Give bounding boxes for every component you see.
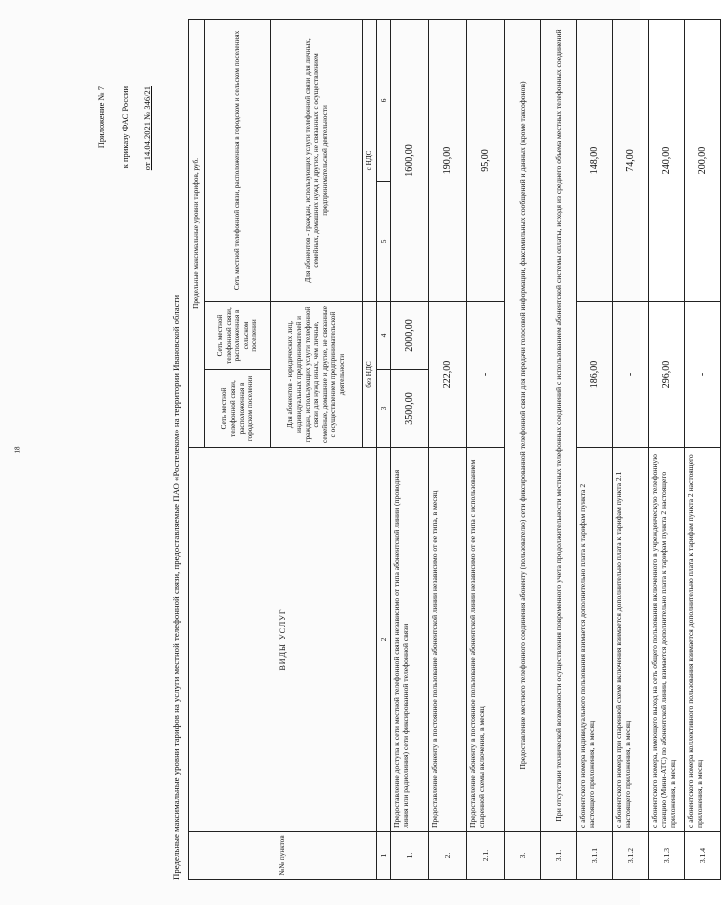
row-value: 3500,00 (391, 370, 429, 448)
row-text: с абонентского номера коллективного пользования взимается дополнительно плата к тарифам пункта 2 настоящего приложения, в месяц (685, 448, 721, 832)
table-row (577, 19, 613, 879)
row-number: 3.1.3 (649, 832, 685, 880)
row-number: 2. (429, 832, 467, 880)
header-legal: Для абонентов - юридических лиц, индивидуальных предпринимателей и граждан, использующих услуги телефонной связи для нужд иных, чем личные, семейные, домашние и другие, не связанные с осуществлением предпринимательской деятельности (271, 302, 363, 448)
col-number-6: 6 (377, 19, 391, 181)
row-number: 3.1. (541, 832, 577, 880)
row-text: с абонентского номера, имеющего выход на сеть общего пользования включенного в учрежденческую телефонную станцию (Мини-АТС) по абонентской линии, взимается дополнительно плата к тарифам пункта 2 настоящего приложения, в месяц (649, 448, 685, 832)
row-number: 3.1.4 (685, 832, 721, 880)
row-value: 190,00 (429, 19, 467, 301)
row-value: - (467, 302, 505, 448)
header-num: №№ пунктов (189, 832, 377, 880)
row-value: - (613, 302, 649, 448)
row-text: Предоставление доступа к сети местной телефонной связи независимо от типа абонентской линии (проводная линия или радиолиния) сети фиксированной телефонной связи (391, 448, 429, 832)
col-number-3: 3 (377, 370, 391, 448)
row-text: с абонентского номера индивидуального пользования взимается дополнительно плата к тарифам пункта 2 настоящего приложения, в месяц (577, 448, 613, 832)
col-number-4: 4 (377, 302, 391, 370)
row-number: 3. (505, 832, 541, 880)
row-text: При отсутствии технической возможности осуществления повременного учета продолжительности местных телефонных соединений с использованием абонентской системы оплаты, исходя из среднего объема местных телефонных соединений (541, 19, 577, 831)
row-number: 3.1.1 (577, 832, 613, 880)
row-text: с абонентского номера при спаренной схеме включения взимается дополнительно плата к тарифам пункта 2.1 настоящего приложения, в месяц (613, 448, 649, 832)
header-with-vat: с НДС (363, 19, 377, 301)
row-number: 2.1. (467, 832, 505, 880)
tariff-table (188, 19, 721, 880)
row-value: 240,00 (649, 19, 685, 301)
table-row (429, 19, 467, 879)
header-col3: Сеть местной телефонной связи, расположенная в городском поселении (205, 370, 271, 448)
page-number: 18 (13, 446, 22, 454)
col-number-2: 2 (377, 448, 391, 832)
row-value: 1600,00 (391, 19, 429, 301)
row-value: 2000,00 (391, 302, 429, 370)
table-row (505, 19, 541, 879)
table-row (391, 19, 429, 879)
row-text: Предоставление местного телефонного соединения абоненту (пользователю) сети фиксированной телефонной связи для передачи голосовой информации, факсимильных сообщений и данных (кроме таксофонов) (505, 19, 541, 831)
col-number-5: 5 (377, 182, 391, 302)
table-row (649, 19, 685, 879)
row-number: 3.1.2 (613, 832, 649, 880)
row-text: Предоставление абоненту в постоянное пользование абонентской линии независимо от ее типа с использованием спаренной схемы включения, в месяц (467, 448, 505, 832)
table-row (613, 19, 649, 879)
col-number-1: 1 (377, 832, 391, 880)
header-limits: Предельные максимальные уровни тарифов, руб. (189, 19, 205, 447)
row-value: 186,00 (577, 302, 613, 448)
appendix-order: к приказу ФАС России (120, 86, 130, 169)
table-row (685, 19, 721, 879)
row-value: 148,00 (577, 19, 613, 301)
row-value: 95,00 (467, 19, 505, 301)
row-number: 1. (391, 832, 429, 880)
header-no-vat: без НДС (363, 302, 377, 448)
header-services: ВИДЫ УСЛУГ (189, 448, 377, 832)
document-title: Предельные максимальные уровни тарифов на услуги местной телефонной связи, предоставляемые ПАО «Ростелеком» на территории Ивановской области (171, 294, 181, 880)
appendix-date: от 14.04.2021 № 346/21 (142, 86, 152, 171)
row-value: - (685, 302, 721, 448)
rotated-document (92, 20, 708, 880)
header-citizens: Для абонентов - граждан, использующих услуги телефонной связи для личных, семейных, домашних нужд и других, не связанных с осуществлением предпринимательской деятельности (271, 19, 363, 301)
row-value: 222,00 (429, 302, 467, 448)
row-value: 74,00 (613, 19, 649, 301)
header-col4: Сеть местной телефонной связи, расположенная в сельском поселении (205, 302, 271, 370)
table-row (541, 19, 577, 879)
header-col5: Сеть местной телефонной связи, расположенная в городском и сельском поселениях (205, 19, 271, 301)
table-row (467, 19, 505, 879)
row-value: 296,00 (649, 302, 685, 448)
row-text: Предоставление абоненту в постоянное пользование абонентской линии независимо от ее типа, в месяц (429, 448, 467, 832)
appendix-number: Приложение № 7 (96, 86, 106, 149)
row-value: 200,00 (685, 19, 721, 301)
